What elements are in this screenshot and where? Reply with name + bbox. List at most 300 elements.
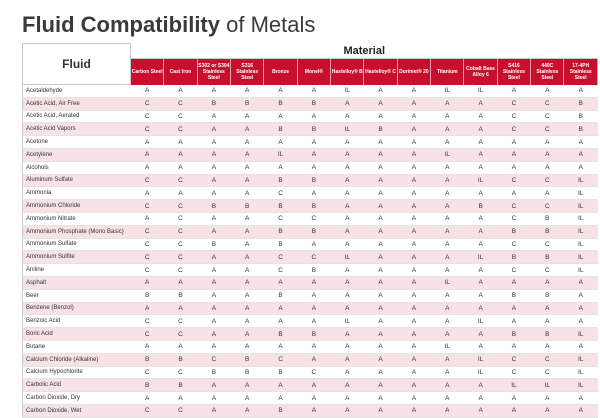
- rating-cell: A: [497, 404, 530, 417]
- table-row: [23, 302, 598, 315]
- fluid-name-cell: Beer: [23, 289, 131, 302]
- page-title: [22, 12, 315, 38]
- rating-cell: IL: [264, 148, 297, 161]
- rating-cell: B: [264, 123, 297, 136]
- rating-cell: A: [297, 404, 330, 417]
- rating-cell: A: [197, 276, 230, 289]
- rating-cell: A: [397, 212, 430, 225]
- table-row: [23, 110, 598, 123]
- rating-cell: C: [297, 251, 330, 264]
- rating-cell: A: [431, 315, 464, 328]
- rating-cell: C: [531, 110, 564, 123]
- fluid-name-cell: Acetic Acid Vapors: [23, 123, 131, 136]
- table-row: [23, 276, 598, 289]
- rating-cell: A: [231, 225, 264, 238]
- rating-cell: A: [431, 187, 464, 200]
- rating-cell: A: [131, 392, 164, 405]
- fluid-name-cell: Aniline: [23, 264, 131, 277]
- rating-cell: A: [431, 353, 464, 366]
- rating-cell: A: [331, 276, 364, 289]
- rating-cell: A: [564, 136, 598, 149]
- rating-cell: A: [297, 353, 330, 366]
- rating-cell: B: [564, 123, 598, 136]
- rating-cell: A: [331, 212, 364, 225]
- rating-cell: A: [397, 136, 430, 149]
- rating-cell: A: [231, 276, 264, 289]
- rating-cell: A: [464, 136, 497, 149]
- material-column-header: S416 Stainless Steel: [497, 58, 530, 85]
- rating-cell: IL: [464, 174, 497, 187]
- rating-cell: A: [364, 289, 397, 302]
- rating-cell: A: [464, 148, 497, 161]
- rating-cell: C: [131, 174, 164, 187]
- rating-cell: A: [197, 251, 230, 264]
- rating-cell: A: [364, 110, 397, 123]
- rating-cell: A: [131, 340, 164, 353]
- material-column-header: Cast Iron: [164, 58, 197, 85]
- rating-cell: A: [397, 366, 430, 379]
- table-row: [23, 353, 598, 366]
- rating-cell: IL: [464, 366, 497, 379]
- rating-cell: C: [164, 264, 197, 277]
- rating-cell: B: [497, 289, 530, 302]
- rating-cell: A: [464, 404, 497, 417]
- rating-cell: A: [164, 148, 197, 161]
- rating-cell: A: [331, 161, 364, 174]
- rating-cell: C: [131, 225, 164, 238]
- rating-cell: A: [364, 302, 397, 315]
- rating-cell: B: [531, 212, 564, 225]
- rating-cell: A: [431, 264, 464, 277]
- rating-cell: A: [431, 174, 464, 187]
- rating-cell: A: [397, 187, 430, 200]
- rating-cell: A: [331, 404, 364, 417]
- rating-cell: A: [364, 225, 397, 238]
- rating-cell: C: [164, 315, 197, 328]
- rating-cell: A: [364, 187, 397, 200]
- rating-cell: A: [364, 251, 397, 264]
- rating-cell: A: [531, 148, 564, 161]
- fluid-column-header: Fluid: [23, 44, 131, 85]
- rating-cell: IL: [497, 379, 530, 392]
- fluid-name-cell: Benzene (Benzol): [23, 302, 131, 315]
- rating-cell: A: [331, 200, 364, 213]
- rating-cell: A: [297, 340, 330, 353]
- rating-cell: A: [197, 187, 230, 200]
- rating-cell: A: [364, 276, 397, 289]
- rating-cell: A: [197, 212, 230, 225]
- rating-cell: A: [497, 302, 530, 315]
- rating-cell: A: [431, 212, 464, 225]
- rating-cell: A: [431, 110, 464, 123]
- material-column-header: Monel®: [297, 58, 330, 85]
- rating-cell: A: [197, 404, 230, 417]
- rating-cell: B: [297, 328, 330, 341]
- rating-cell: A: [297, 110, 330, 123]
- rating-cell: A: [131, 212, 164, 225]
- material-column-header: 17-4PH Stainless Steel: [564, 58, 598, 85]
- rating-cell: A: [331, 289, 364, 302]
- rating-cell: A: [264, 392, 297, 405]
- rating-cell: A: [231, 123, 264, 136]
- rating-cell: A: [131, 136, 164, 149]
- rating-cell: A: [231, 110, 264, 123]
- table-row: [23, 212, 598, 225]
- rating-cell: A: [464, 110, 497, 123]
- fluid-name-cell: Ammonium Phosphate (Mono Basic): [23, 225, 131, 238]
- rating-cell: A: [164, 85, 197, 98]
- rating-cell: A: [164, 276, 197, 289]
- rating-cell: C: [497, 97, 530, 110]
- material-column-header: Hastelloy® B: [331, 58, 364, 85]
- rating-cell: A: [431, 404, 464, 417]
- rating-cell: C: [164, 328, 197, 341]
- rating-cell: B: [264, 97, 297, 110]
- rating-cell: C: [264, 264, 297, 277]
- rating-cell: A: [264, 276, 297, 289]
- page-title-light: of Metals: [226, 12, 316, 37]
- rating-cell: C: [497, 264, 530, 277]
- rating-cell: A: [364, 238, 397, 251]
- fluid-name-cell: Butane: [23, 340, 131, 353]
- rating-cell: B: [197, 366, 230, 379]
- rating-cell: A: [331, 238, 364, 251]
- rating-cell: A: [197, 110, 230, 123]
- rating-cell: A: [131, 276, 164, 289]
- rating-cell: C: [164, 366, 197, 379]
- material-column-header: S302 or S304 Stainless Steel: [197, 58, 230, 85]
- rating-cell: A: [231, 85, 264, 98]
- table-row: [23, 123, 598, 136]
- table-row: [23, 404, 598, 417]
- table-row: [23, 148, 598, 161]
- rating-cell: C: [297, 212, 330, 225]
- rating-cell: A: [231, 392, 264, 405]
- rating-cell: A: [564, 85, 598, 98]
- rating-cell: A: [264, 136, 297, 149]
- rating-cell: A: [431, 392, 464, 405]
- rating-cell: A: [364, 404, 397, 417]
- rating-cell: C: [264, 251, 297, 264]
- rating-cell: A: [297, 315, 330, 328]
- rating-cell: C: [531, 200, 564, 213]
- rating-cell: B: [297, 123, 330, 136]
- rating-cell: A: [197, 85, 230, 98]
- rating-cell: A: [464, 392, 497, 405]
- rating-cell: B: [297, 200, 330, 213]
- rating-cell: A: [164, 136, 197, 149]
- rating-cell: B: [264, 404, 297, 417]
- rating-cell: A: [397, 379, 430, 392]
- rating-cell: A: [564, 276, 598, 289]
- rating-cell: C: [497, 174, 530, 187]
- rating-cell: C: [164, 238, 197, 251]
- fluid-name-cell: Aluminum Sulfate: [23, 174, 131, 187]
- material-column-header: Cobalt Base Alloy 6: [464, 58, 497, 85]
- rating-cell: A: [197, 340, 230, 353]
- rating-cell: IL: [564, 174, 598, 187]
- material-column-header: S316 Stainless Steel: [231, 58, 264, 85]
- table-row: [23, 366, 598, 379]
- rating-cell: A: [331, 136, 364, 149]
- rating-cell: B: [264, 238, 297, 251]
- rating-cell: B: [197, 238, 230, 251]
- rating-cell: A: [564, 148, 598, 161]
- rating-cell: A: [397, 353, 430, 366]
- material-column-header: Carbon Steel: [131, 58, 164, 85]
- rating-cell: A: [397, 289, 430, 302]
- rating-cell: A: [231, 161, 264, 174]
- rating-cell: A: [431, 289, 464, 302]
- rating-cell: A: [564, 289, 598, 302]
- rating-cell: A: [364, 315, 397, 328]
- rating-cell: A: [397, 315, 430, 328]
- rating-cell: C: [264, 353, 297, 366]
- fluid-name-cell: Ammonia: [23, 187, 131, 200]
- rating-cell: A: [564, 404, 598, 417]
- rating-cell: A: [464, 187, 497, 200]
- rating-cell: A: [364, 85, 397, 98]
- rating-cell: A: [297, 289, 330, 302]
- rating-cell: C: [197, 353, 230, 366]
- rating-cell: IL: [564, 366, 598, 379]
- rating-cell: A: [497, 315, 530, 328]
- rating-cell: A: [531, 392, 564, 405]
- rating-cell: C: [497, 366, 530, 379]
- rating-cell: C: [164, 97, 197, 110]
- fluid-name-cell: Carbon Dioxide, Dry: [23, 392, 131, 405]
- rating-cell: A: [231, 212, 264, 225]
- rating-cell: A: [231, 136, 264, 149]
- fluid-name-cell: Calcium Hypochlorite: [23, 366, 131, 379]
- rating-cell: IL: [431, 340, 464, 353]
- table-row: [23, 251, 598, 264]
- rating-cell: A: [464, 123, 497, 136]
- rating-cell: B: [231, 200, 264, 213]
- rating-cell: A: [164, 302, 197, 315]
- rating-cell: A: [431, 238, 464, 251]
- rating-cell: A: [231, 328, 264, 341]
- rating-cell: IL: [564, 379, 598, 392]
- rating-cell: A: [297, 392, 330, 405]
- rating-cell: C: [131, 110, 164, 123]
- rating-cell: B: [231, 97, 264, 110]
- rating-cell: IL: [331, 85, 364, 98]
- rating-cell: A: [397, 251, 430, 264]
- rating-cell: IL: [431, 148, 464, 161]
- rating-cell: C: [531, 264, 564, 277]
- rating-cell: B: [231, 366, 264, 379]
- rating-cell: B: [197, 200, 230, 213]
- rating-cell: A: [497, 187, 530, 200]
- rating-cell: A: [564, 315, 598, 328]
- rating-cell: A: [331, 392, 364, 405]
- rating-cell: A: [231, 148, 264, 161]
- rating-cell: A: [397, 404, 430, 417]
- rating-cell: A: [397, 110, 430, 123]
- rating-cell: A: [464, 302, 497, 315]
- rating-cell: A: [397, 161, 430, 174]
- fluid-name-cell: Benzoic Acid: [23, 315, 131, 328]
- table-row: [23, 187, 598, 200]
- rating-cell: IL: [464, 85, 497, 98]
- rating-cell: C: [531, 174, 564, 187]
- rating-cell: IL: [464, 251, 497, 264]
- rating-cell: A: [464, 97, 497, 110]
- rating-cell: A: [497, 85, 530, 98]
- rating-cell: A: [464, 340, 497, 353]
- rating-cell: A: [331, 353, 364, 366]
- rating-cell: A: [397, 123, 430, 136]
- rating-cell: A: [197, 392, 230, 405]
- rating-cell: C: [131, 404, 164, 417]
- material-group-header: Material: [131, 44, 598, 59]
- fluid-name-cell: Ammonium Chloride: [23, 200, 131, 213]
- rating-cell: A: [331, 379, 364, 392]
- rating-cell: A: [197, 315, 230, 328]
- rating-cell: A: [531, 136, 564, 149]
- rating-cell: A: [531, 340, 564, 353]
- rating-cell: C: [164, 404, 197, 417]
- rating-cell: A: [331, 302, 364, 315]
- rating-cell: A: [431, 200, 464, 213]
- rating-cell: C: [131, 251, 164, 264]
- rating-cell: C: [164, 251, 197, 264]
- rating-cell: C: [131, 238, 164, 251]
- rating-cell: B: [197, 97, 230, 110]
- rating-cell: A: [331, 187, 364, 200]
- rating-cell: A: [364, 148, 397, 161]
- rating-cell: IL: [431, 276, 464, 289]
- fluid-name-cell: Acetone: [23, 136, 131, 149]
- rating-cell: A: [364, 392, 397, 405]
- rating-cell: A: [464, 161, 497, 174]
- rating-cell: B: [231, 353, 264, 366]
- rating-cell: A: [464, 264, 497, 277]
- rating-cell: A: [264, 85, 297, 98]
- rating-cell: B: [297, 225, 330, 238]
- rating-cell: B: [264, 289, 297, 302]
- rating-cell: IL: [564, 251, 598, 264]
- rating-cell: B: [164, 289, 197, 302]
- material-column-header: Titanium: [431, 58, 464, 85]
- rating-cell: A: [264, 379, 297, 392]
- rating-cell: A: [497, 161, 530, 174]
- rating-cell: A: [197, 328, 230, 341]
- rating-cell: A: [197, 225, 230, 238]
- rating-cell: A: [197, 136, 230, 149]
- rating-cell: A: [397, 148, 430, 161]
- rating-cell: A: [364, 379, 397, 392]
- rating-cell: C: [531, 97, 564, 110]
- rating-cell: A: [297, 379, 330, 392]
- rating-cell: A: [197, 174, 230, 187]
- rating-cell: C: [497, 238, 530, 251]
- rating-cell: A: [431, 302, 464, 315]
- rating-cell: A: [131, 302, 164, 315]
- rating-cell: A: [531, 302, 564, 315]
- rating-cell: C: [497, 123, 530, 136]
- rating-cell: A: [431, 328, 464, 341]
- rating-cell: A: [397, 97, 430, 110]
- table-row: [23, 264, 598, 277]
- table-row: [23, 315, 598, 328]
- rating-cell: A: [497, 136, 530, 149]
- rating-cell: A: [197, 123, 230, 136]
- rating-cell: IL: [564, 264, 598, 277]
- rating-cell: C: [131, 315, 164, 328]
- table-row: [23, 392, 598, 405]
- table-row: [23, 136, 598, 149]
- rating-cell: C: [531, 366, 564, 379]
- table-row: [23, 200, 598, 213]
- rating-cell: B: [497, 225, 530, 238]
- rating-cell: IL: [464, 315, 497, 328]
- rating-cell: IL: [564, 200, 598, 213]
- rating-cell: IL: [564, 353, 598, 366]
- rating-cell: A: [431, 123, 464, 136]
- rating-cell: A: [397, 328, 430, 341]
- rating-cell: C: [131, 328, 164, 341]
- fluid-name-cell: Carbon Dioxide, Wet: [23, 404, 131, 417]
- rating-cell: A: [531, 187, 564, 200]
- material-column-header: 440C Stainless Steel: [531, 58, 564, 85]
- rating-cell: A: [231, 315, 264, 328]
- rating-cell: A: [231, 289, 264, 302]
- rating-cell: A: [264, 315, 297, 328]
- rating-cell: IL: [564, 238, 598, 251]
- rating-cell: B: [131, 379, 164, 392]
- rating-cell: B: [131, 289, 164, 302]
- rating-cell: IL: [564, 225, 598, 238]
- rating-cell: C: [531, 123, 564, 136]
- rating-cell: A: [264, 302, 297, 315]
- material-column-header: Bronze: [264, 58, 297, 85]
- rating-cell: B: [264, 174, 297, 187]
- rating-cell: A: [297, 161, 330, 174]
- fluid-name-cell: Ammonium Sulfate: [23, 238, 131, 251]
- rating-cell: A: [231, 404, 264, 417]
- rating-cell: A: [531, 315, 564, 328]
- rating-cell: A: [464, 212, 497, 225]
- rating-cell: A: [431, 366, 464, 379]
- rating-cell: A: [331, 366, 364, 379]
- rating-cell: A: [231, 302, 264, 315]
- rating-cell: A: [397, 302, 430, 315]
- rating-cell: B: [297, 174, 330, 187]
- rating-cell: C: [164, 123, 197, 136]
- table-row: [23, 379, 598, 392]
- rating-cell: C: [497, 353, 530, 366]
- rating-cell: A: [331, 264, 364, 277]
- rating-cell: B: [531, 289, 564, 302]
- rating-cell: A: [131, 148, 164, 161]
- rating-cell: C: [131, 123, 164, 136]
- rating-cell: A: [231, 264, 264, 277]
- rating-cell: IL: [564, 212, 598, 225]
- rating-cell: IL: [331, 251, 364, 264]
- rating-cell: A: [197, 161, 230, 174]
- rating-cell: A: [297, 148, 330, 161]
- rating-cell: A: [364, 264, 397, 277]
- rating-cell: C: [131, 97, 164, 110]
- rating-cell: A: [364, 174, 397, 187]
- table-row: [23, 161, 598, 174]
- rating-cell: A: [431, 225, 464, 238]
- rating-cell: A: [364, 136, 397, 149]
- rating-cell: A: [264, 340, 297, 353]
- rating-cell: A: [397, 392, 430, 405]
